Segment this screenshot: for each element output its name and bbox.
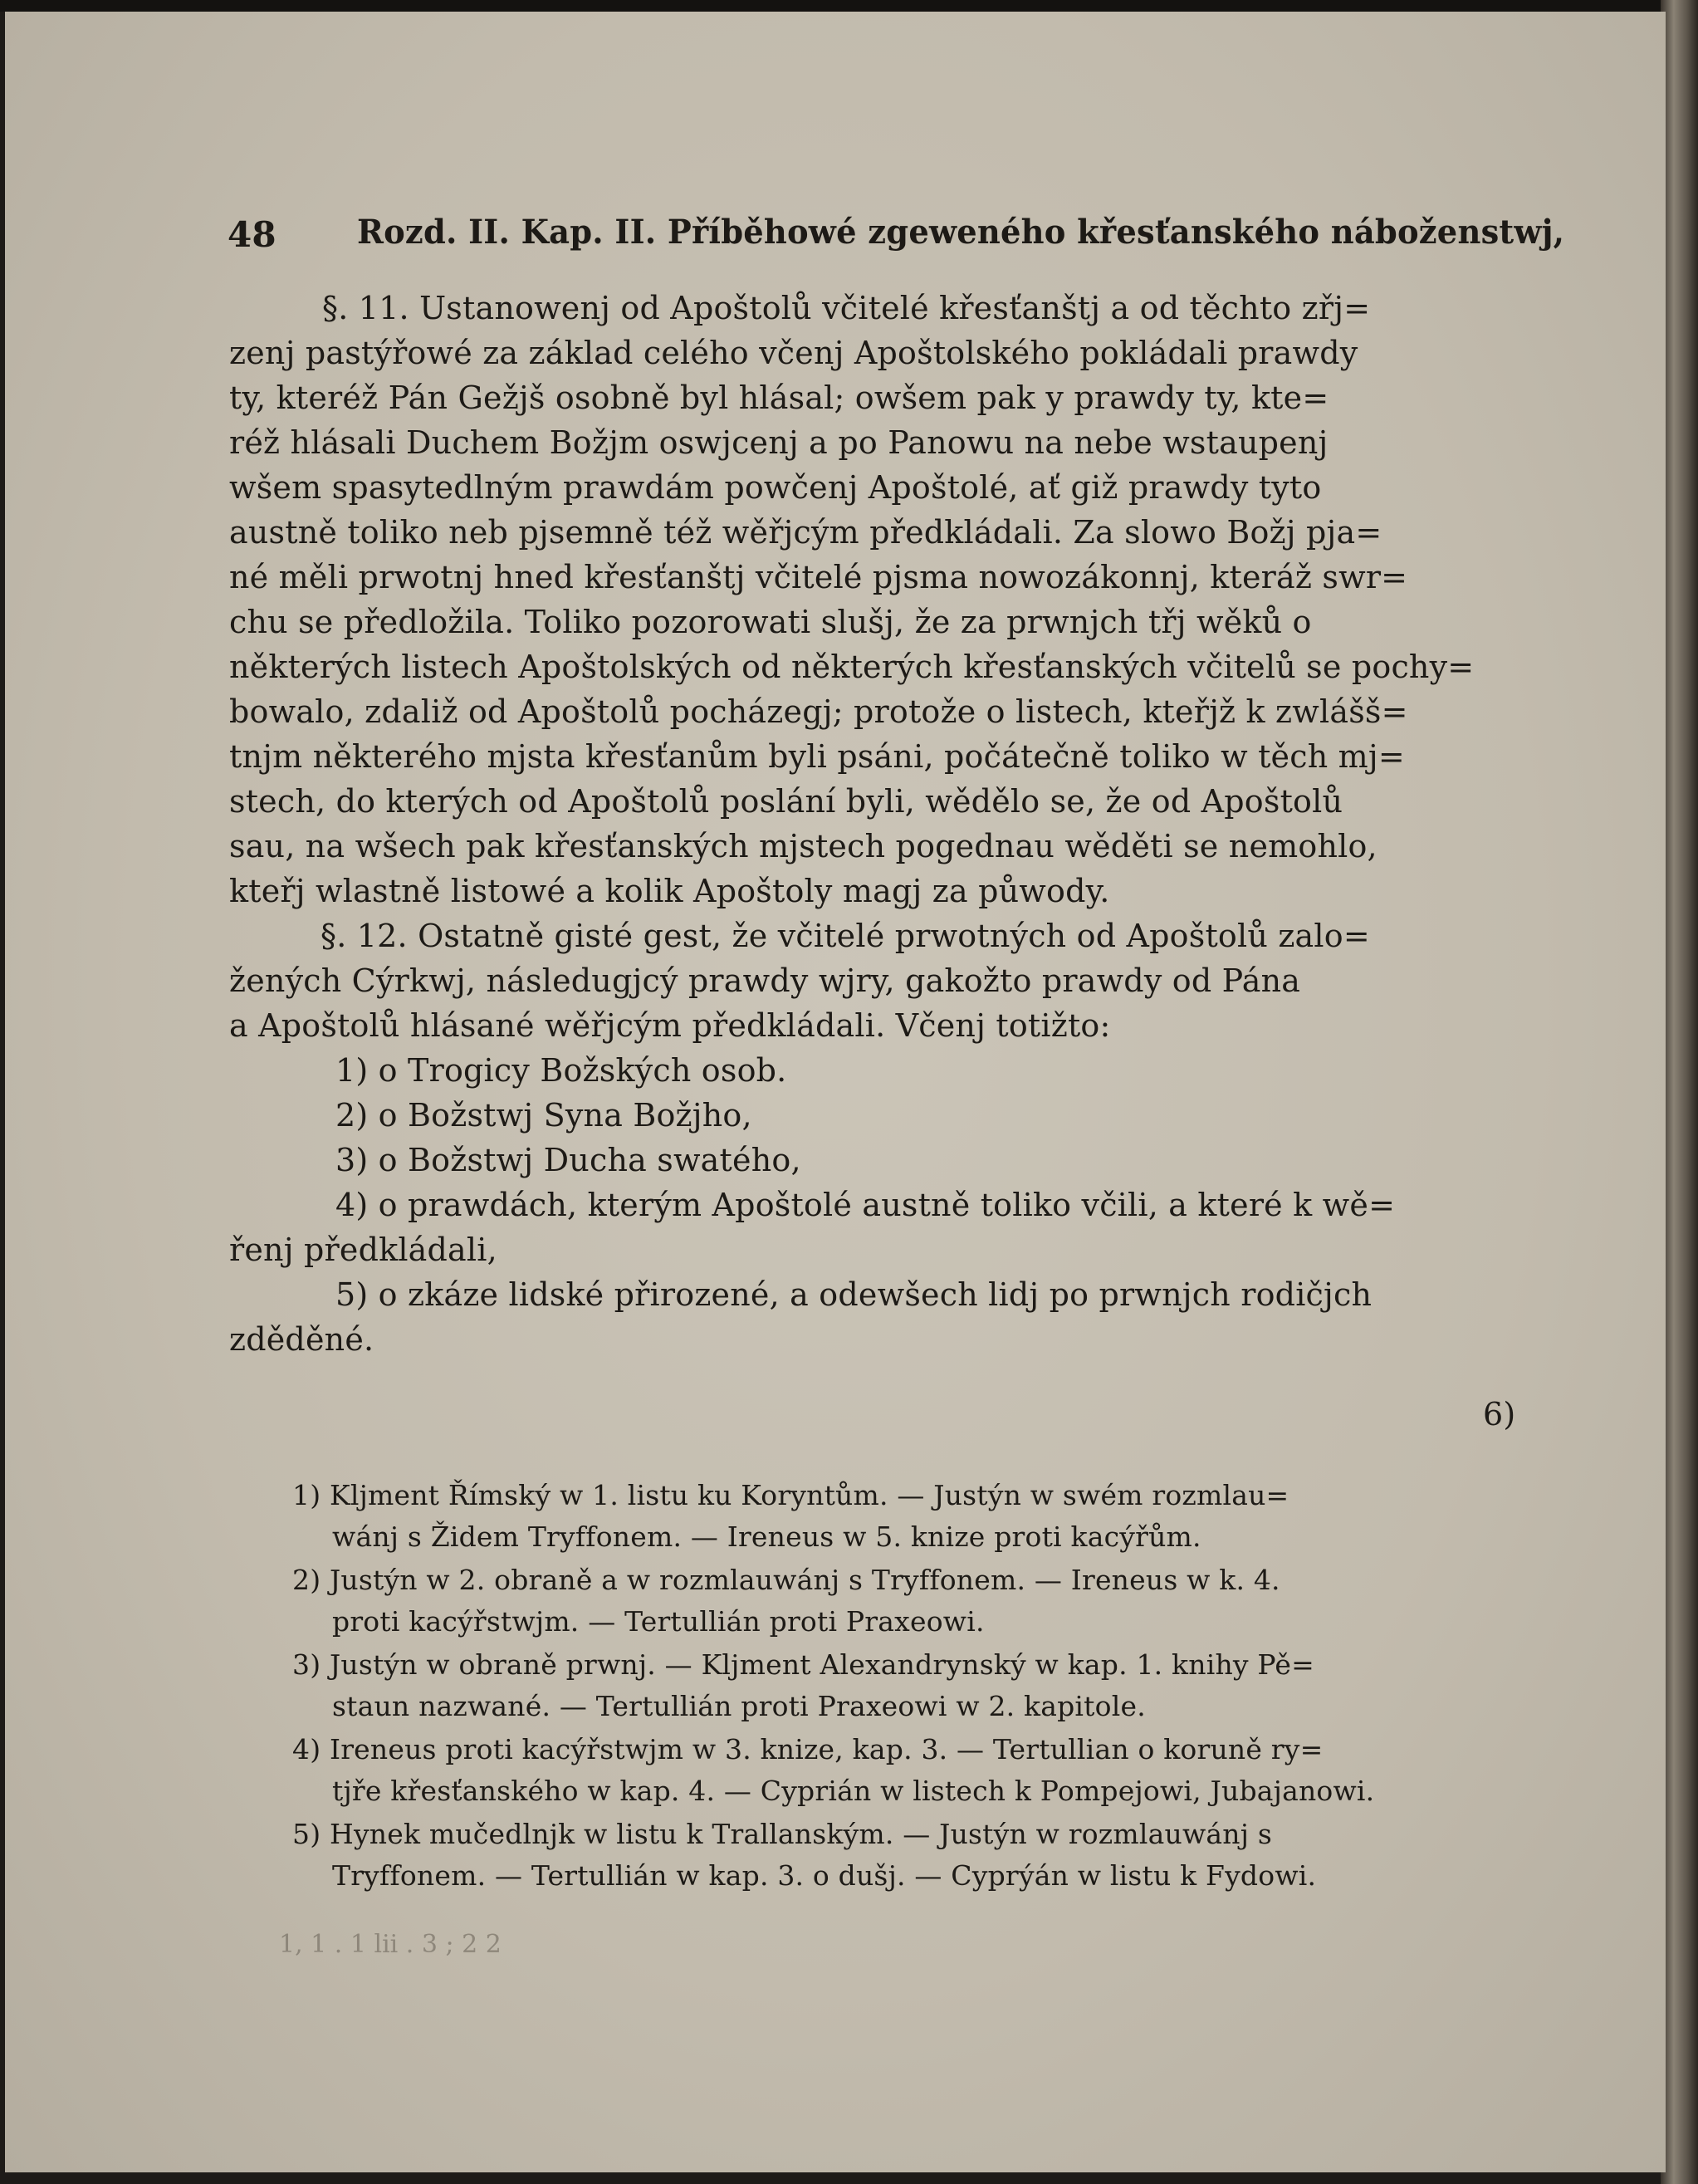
list-item: 2) o Božstwj Syna Božjho,: [335, 1097, 752, 1134]
footnote-line: tjře křesťanského w kap. 4. — Cyprián w listech k Pompejowi, Jubajanowi.: [332, 1775, 1375, 1807]
list-item: řenj předkládali,: [229, 1232, 497, 1268]
body-line: zenj pastýřowé za základ celého včenj Apoštolského pokládali prawdy: [229, 335, 1358, 371]
body-line: §. 11. Ustanowenj od Apoštolů včitelé křesťanštj a od těchto zřj=: [322, 290, 1371, 326]
list-item: 1) o Trogicy Božských osob.: [335, 1052, 787, 1089]
body-line: réž hlásali Duchem Božjm oswjcenj a po Panowu na nebe wstaupenj: [229, 424, 1329, 461]
running-title: Rozd. II. Kap. II. Příběhowé zgeweného křesťanského náboženstwj,: [357, 213, 1565, 252]
body-line: některých listech Apoštolských od některých křesťanských včitelů se pochy=: [229, 649, 1475, 685]
book-gutter: [1661, 0, 1698, 2184]
footnote-line: 5) Hynek mučedlnjk w listu k Trallanským. — Justýn w rozmlauwánj s: [292, 1818, 1272, 1850]
footnote-line: 3) Justýn w obraně prwnj. — Kljment Alexandrynský w kap. 1. knihy Pě=: [292, 1648, 1314, 1681]
top-scan-edge: [0, 0, 1698, 12]
catchword: 6): [1483, 1396, 1516, 1432]
body-line: kteřj wlastně listowé a kolik Apoštoly magj za půwody.: [229, 873, 1110, 909]
list-item: 5) o zkáze lidské přirozené, a odewšech lidj po prwnjch rodičjch: [335, 1276, 1373, 1313]
body-line: a Apoštolů hlásané wěřjcým předkládali. Včenj totižto:: [229, 1007, 1111, 1044]
list-item: 3) o Božstwj Ducha swatého,: [335, 1142, 801, 1178]
body-line: tnjm některého mjsta křesťanům byli psáni, počátečně toliko w těch mj=: [229, 738, 1405, 775]
footnote-line: 1) Kljment Římský w 1. listu ku Koryntům. — Justýn w swém rozmlau=: [292, 1479, 1289, 1511]
list-item: 4) o prawdách, kterým Apoštolé austně toliko včili, a které k wě=: [335, 1187, 1396, 1223]
body-line: bowalo, zdaliž od Apoštolů pocházegj; protože o listech, kteřjž k zwlášš=: [229, 693, 1408, 730]
body-line: stech, do kterých od Apoštolů poslání byli, wědělo se, že od Apoštolů: [229, 783, 1343, 820]
footnote-line: staun nazwané. — Tertullián proti Praxeowi w 2. kapitole.: [332, 1690, 1146, 1722]
body-line: žených Cýrkwj, následugjcý prawdy wjry, gakožto prawdy od Pána: [229, 962, 1301, 999]
footnote-line: Tryffonem. — Tertullián w kap. 3. o dušj. — Cyprýán w listu k Fydowi.: [332, 1859, 1317, 1892]
book-page: [5, 12, 1666, 2172]
footnote-line: 4) Ireneus proti kacýřstwjm w 3. knize, kap. 3. — Tertullian o koruně ry=: [292, 1733, 1324, 1765]
body-line: wšem spasytedlným prawdám powčenj Apoštolé, ať giž prawdy tyto: [229, 469, 1322, 506]
body-line: chu se předložila. Toliko pozorowati slušj, že za prwnjch třj wěků o: [229, 604, 1312, 640]
body-line: §. 12. Ostatně gisté gest, že včitelé prwotných od Apoštolů zalo=: [321, 918, 1370, 954]
footnote-line: proti kacýřstwjm. — Tertullián proti Praxeowi.: [332, 1605, 985, 1638]
body-line: ty, kteréž Pán Gežjš osobně byl hlásal; owšem pak y prawdy ty, kte=: [229, 380, 1329, 416]
body-line: sau, na wšech pak křesťanských mjstech pogednau wěděti se nemohlo,: [229, 828, 1377, 864]
bleed-through-text: 1, 1 . 1 lii . 3 ; 2 2: [279, 1930, 502, 1959]
footnote-line: wánj s Židem Tryffonem. — Ireneus w 5. knize proti kacýřům.: [332, 1520, 1201, 1553]
body-line: austně toliko neb pjsemně též wěřjcým předkládali. Za slowo Božj pja=: [229, 514, 1382, 551]
page-number: 48: [228, 214, 276, 255]
body-line: né měli prwotnj hned křesťanštj včitelé pjsma nowozákonnj, kteráž swr=: [229, 559, 1408, 595]
list-item: zděděné.: [229, 1321, 374, 1358]
footnote-line: 2) Justýn w 2. obraně a w rozmlauwánj s Tryffonem. — Ireneus w k. 4.: [292, 1564, 1280, 1596]
page-text: [5, 12, 1666, 2172]
